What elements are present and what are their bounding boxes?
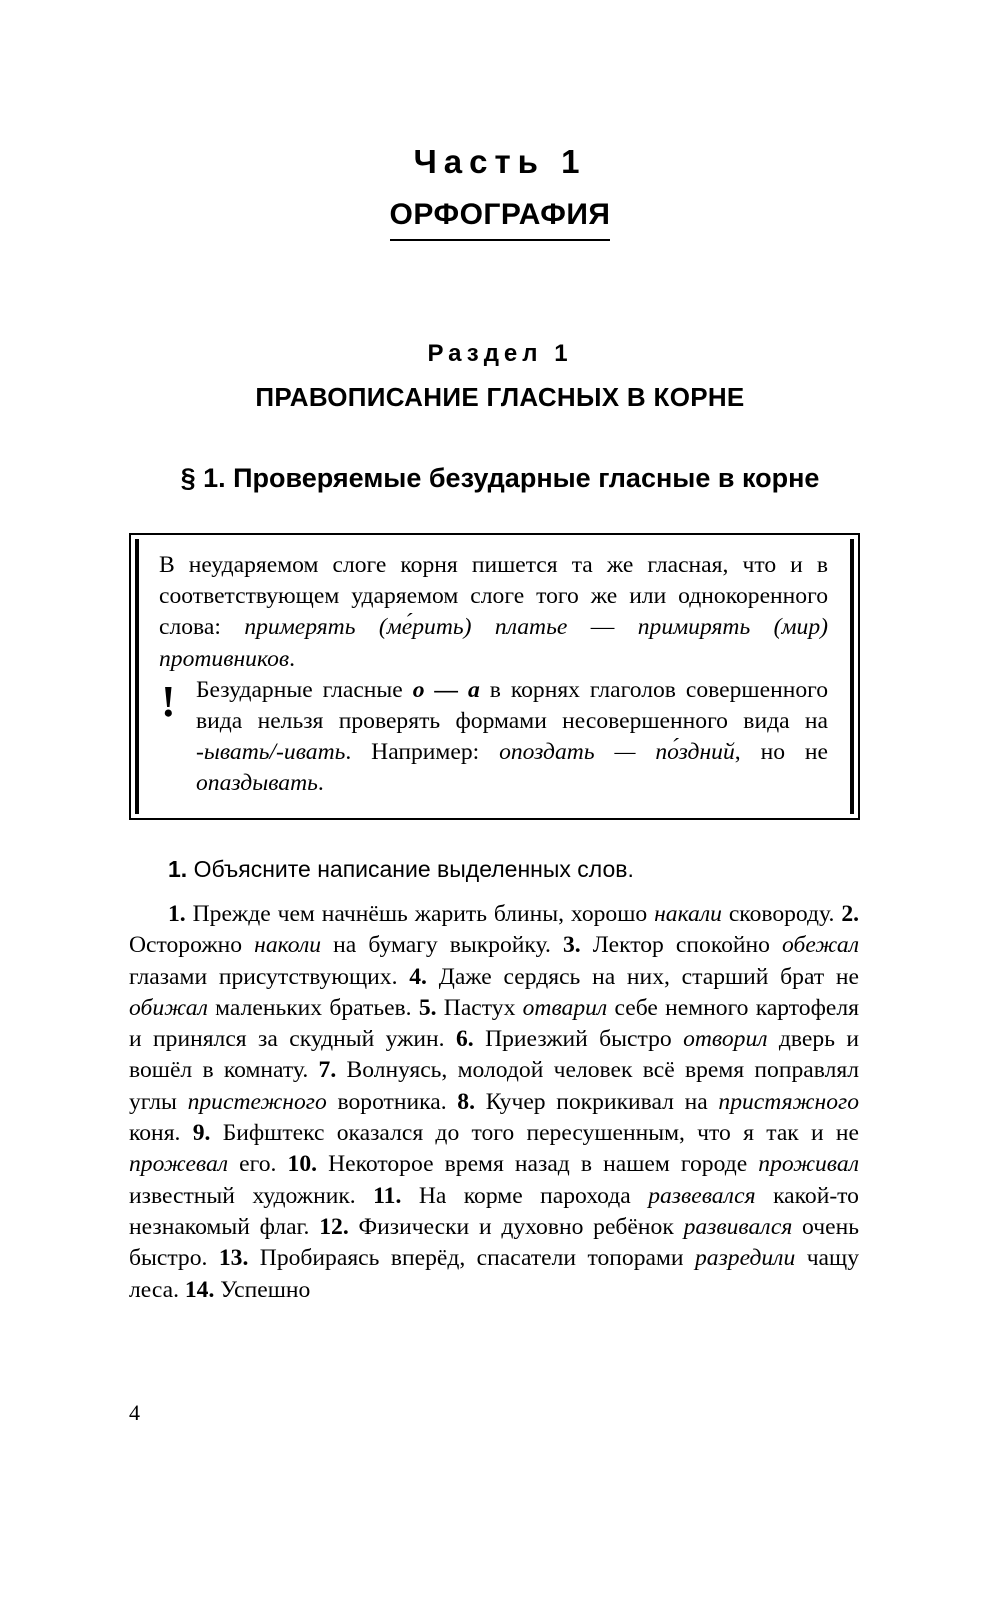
exercise-item-highlight: накали — [654, 901, 722, 927]
chapter-title: ОРФОГРАФИЯ — [390, 197, 611, 241]
exercise-item-highlight: обежал — [782, 932, 859, 959]
exercise-item-text: Пробираясь вперёд, спасатели топорами — [259, 1245, 695, 1272]
rule-2-end: . — [317, 770, 324, 797]
page-number: 4 — [129, 1400, 140, 1425]
rule-2-text-b: в корнях глаголов совершенного вида нельзя проверять формами несовершенного вида на — [196, 676, 829, 735]
rule-text — [159, 550, 828, 800]
exercise-item-highlight: отварил — [522, 994, 608, 1021]
exercise-heading — [168, 856, 634, 883]
exercise-item-number: 2. — [841, 901, 860, 927]
rule-2-text-d: , но не — [734, 739, 828, 766]
exercise-item-number: 6. — [455, 1026, 474, 1053]
exercise-item-text-end: какой-то незнакомый флаг. — [129, 1182, 859, 1240]
exercise-item-number: 12. — [319, 1213, 349, 1240]
rule-1-text: В неударяемом слоге корня пишется та же гласная, что и в соответствующем ударяемом слоге того же или однокоренного слова: — [159, 552, 828, 641]
exercise-item-highlight: разредили — [694, 1245, 796, 1272]
exercise-item-number: 8. — [457, 1088, 475, 1115]
rule-paragraph-2 — [159, 675, 828, 800]
exercise-item-highlight: обижал — [129, 994, 208, 1021]
exercise-item-text: Физически и духовно ребёнок — [358, 1213, 684, 1240]
rule-box-left-bar — [135, 539, 139, 814]
exercise-item-highlight: наколи — [254, 932, 322, 959]
exercise-item-number: 1. — [168, 901, 186, 927]
exercise-item-text: На корме парохода — [418, 1182, 649, 1209]
exercise-item-highlight: прожевал — [129, 1151, 229, 1178]
rule-box — [129, 533, 860, 820]
rule-box-right-bar — [850, 539, 854, 814]
exercise-item-text-end: воротника. — [326, 1088, 447, 1115]
exercise-item-highlight: развивался — [683, 1213, 793, 1240]
rule-1-example-1: примерять (ме́рить) платье — [244, 614, 568, 641]
exercise-item-highlight: развевался — [648, 1182, 756, 1209]
rule-2-example-1: опоздать — по́здний — [499, 739, 735, 766]
exercise-item-text: Даже сердясь на них, старший брат не — [438, 963, 859, 990]
exercise-item-number: 9. — [192, 1120, 211, 1147]
exercise-item-highlight: проживал — [758, 1151, 859, 1178]
rule-1-dash: — — [567, 614, 638, 641]
exercise-item-text: Осторожно — [129, 932, 255, 959]
exercise-item-text: Пастух — [443, 994, 523, 1021]
exercise-item-number: 5. — [418, 994, 437, 1021]
exercise-item-text: Некоторое время назад в нашем городе — [328, 1151, 759, 1178]
rule-2-vowels: о — а — [412, 676, 480, 703]
exercise-item-number: 14. — [184, 1276, 215, 1303]
rule-2-example-2: опаздывать — [196, 770, 318, 797]
rule-paragraph-1 — [159, 550, 828, 675]
exercise-item-text-end: на бумагу выкройку. — [321, 932, 551, 959]
exercise-item-text: Прежде чем начнёшь жарить блины, хорошо — [192, 901, 655, 927]
exercise-item-highlight: отворил — [683, 1026, 768, 1053]
exercise-item-number: 3. — [562, 932, 581, 959]
exercise-item-text: Кучер покрикивал на — [485, 1088, 719, 1115]
exercise-item-text-end: маленьких братьев. — [207, 994, 412, 1021]
chapter-title-wrap — [0, 197, 1000, 241]
exercise-instruction: Объясните написание выделенных слов. — [193, 856, 634, 882]
exercise-item-text: Приезжий быстро — [485, 1026, 684, 1053]
exercise-item-number: 7. — [318, 1057, 337, 1084]
rule-1-example-2: примирять (мир) противников — [159, 614, 828, 672]
exercise-item-text-end: известный художник. — [129, 1182, 356, 1209]
exercise-item-text: Волнуясь, молодой человек всё время поправлял углы — [129, 1057, 859, 1115]
section-label: Раздел 1 — [427, 340, 573, 367]
exercise-item — [168, 901, 834, 927]
exercise-number: 1. — [168, 856, 188, 882]
exercise-item-text-end: себе немного картофеля и принялся за скудный ужин. — [129, 994, 859, 1053]
exercise-text — [129, 899, 859, 1306]
exercise-item-text-end: дверь и вошёл в комнату. — [129, 1026, 859, 1084]
section-title: ПРАВОПИСАНИЕ ГЛАСНЫХ В КОРНЕ — [255, 382, 745, 412]
paragraph-title: § 1. Проверяемые безударные гласные в корне — [180, 463, 820, 493]
exercise-item-text-end: сковороду. — [721, 901, 835, 927]
exercise-item-text: Успешно — [220, 1276, 311, 1303]
exercise-item-text: Бифштекс оказался до того пересушенным, что я так и не — [222, 1120, 859, 1147]
exercise-item-text-end: коня. — [129, 1120, 181, 1147]
exercise-item-text-end: глазами присутствующих. — [129, 963, 398, 990]
rule-1-end: . — [289, 645, 296, 672]
exercise-item-number: 10. — [287, 1151, 318, 1178]
exclamation-icon: ! — [161, 676, 176, 726]
exercise-item-highlight: пристежного — [187, 1088, 327, 1115]
exercise-item-text-end: его. — [228, 1151, 277, 1178]
part-title: Часть 1 — [413, 143, 587, 180]
rule-2-suffix: -ывать/-ивать — [196, 739, 346, 766]
rule-2-text-c: . Например: — [345, 739, 500, 766]
exercise-item-text-end: чащу леса. — [129, 1245, 859, 1303]
rule-2-text: Безударные гласные — [196, 676, 413, 703]
exercise-item-number: 13. — [218, 1245, 249, 1272]
exercise-item-number: 11. — [373, 1182, 402, 1209]
exercise-item-text-end: очень быстро. — [129, 1213, 859, 1272]
exercise-item-text: Лектор спокойно — [592, 932, 783, 959]
exercise-item — [185, 1277, 310, 1303]
exercise-item-highlight: пристяжного — [718, 1088, 859, 1115]
exercise-item-number: 4. — [409, 963, 427, 990]
